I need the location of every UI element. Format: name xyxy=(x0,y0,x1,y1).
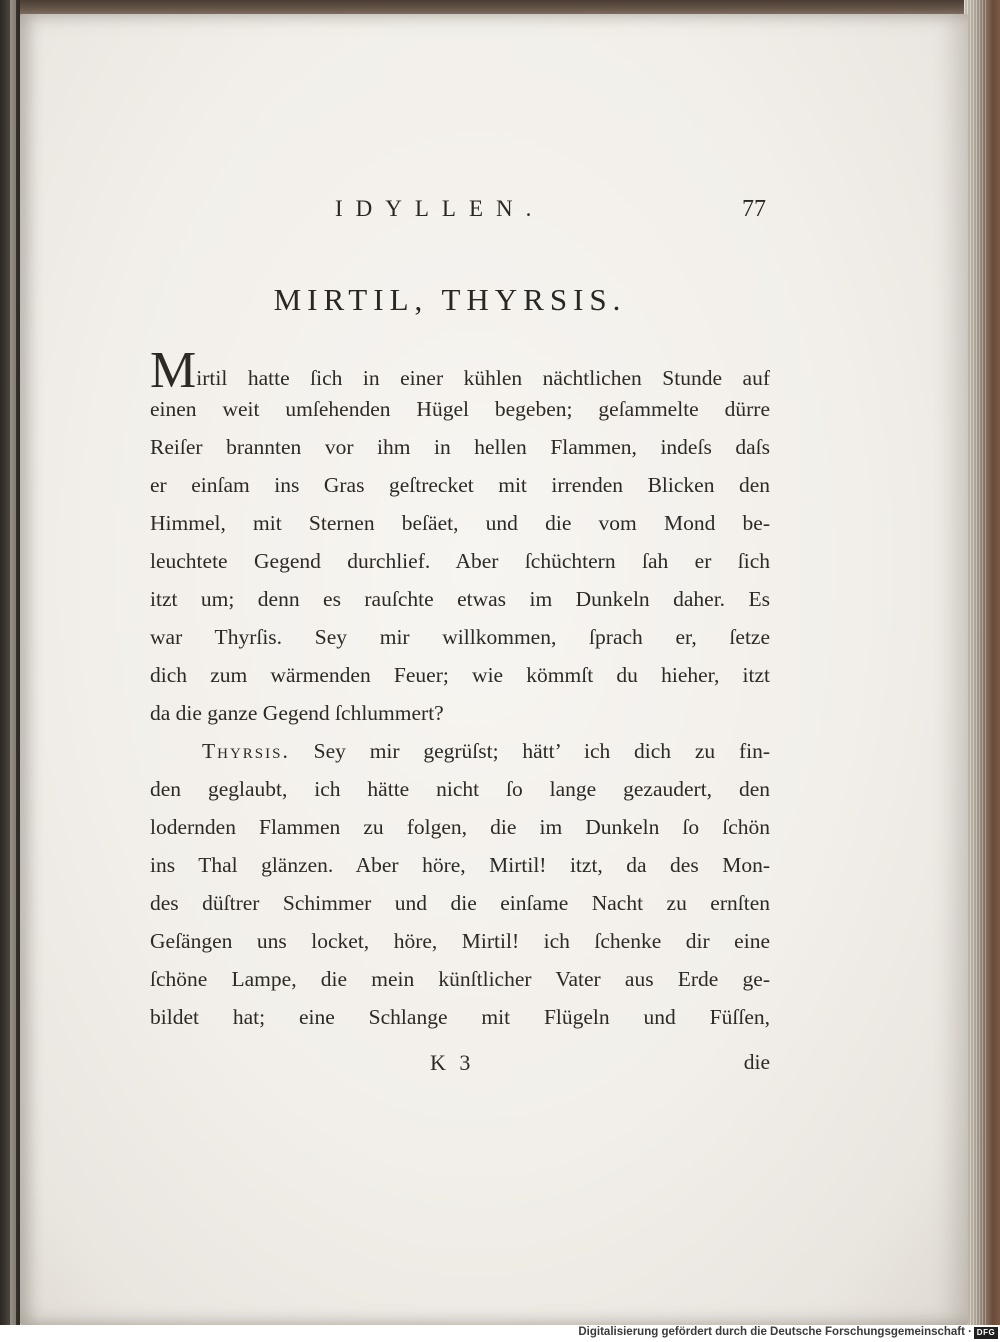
text-line: ins Thal glänzen. Aber höre, Mirtil! itzt, da des Mon- xyxy=(150,853,770,877)
left-page-edge xyxy=(10,0,16,1325)
speaker-line: Thyrsis. Sey mir gegrüſst; hätt’ ich dich zu fin- xyxy=(202,739,770,763)
running-head xyxy=(130,196,770,226)
text-line: da die ganze Gegend ſchlummert? xyxy=(150,701,444,725)
text-line: dich zum wärmenden Feuer; wie kömmſt du hieher, itzt xyxy=(150,663,770,687)
text-line: war Thyrſis. Sey mir willkommen, ſprach er, ſetze xyxy=(150,625,770,649)
text-line: des düſtrer Schimmer und die einſame Nacht zu ernſten xyxy=(150,891,770,915)
drop-cap: M xyxy=(150,342,197,399)
catchword: die xyxy=(743,1050,770,1074)
text-line: Himmel, mit Sternen beſäet, und die vom Mond be- xyxy=(150,511,770,535)
signature-mark: K 3 xyxy=(430,1050,475,1075)
credit-text: Digitalisierung gefördert durch die Deutsche Forschungsgemeinschaft · xyxy=(578,1326,972,1338)
text-line: Reiſer brannten vor ihm in hellen Flammen, indeſs daſs xyxy=(150,435,770,459)
text-line: Mirtil hatte ſich in einer kühlen nächtlichen Stunde auf xyxy=(150,342,770,399)
text-line: Geſängen uns locket, höre, Mirtil! ich ſchenke dir eine xyxy=(150,929,770,953)
body-text xyxy=(150,342,770,1036)
text-line: den geglaubt, ich hätte nicht ſo lange gezaudert, den xyxy=(150,777,770,801)
speaker-name: Thyrsis. xyxy=(202,739,290,763)
text-line: einen weit umſehenden Hügel begeben; geſammelte dürre xyxy=(150,397,770,421)
dfg-logo-icon: DFG xyxy=(974,1327,998,1339)
text-line: lodernden Flammen zu folgen, die im Dunkeln ſo ſchön xyxy=(150,815,770,839)
running-title: IDYLLEN. xyxy=(335,196,545,221)
page-footer xyxy=(150,1050,770,1080)
text-line: er einſam ins Gras geſtrecket mit irrenden Blicken den xyxy=(150,473,770,497)
text-line: ſchöne Lampe, die mein künſtlicher Vater aus Erde ge- xyxy=(150,967,770,991)
text-line: leuchtete Gegend durchlief. Aber ſchüchtern ſah er ſich xyxy=(150,549,770,573)
text-line: bildet hat; eine Schlange mit Flügeln und Füſſen, xyxy=(150,1005,770,1029)
section-heading: MIRTIL, THYRSIS. xyxy=(273,282,627,317)
text-line: itzt um; denn es rauſchte etwas im Dunkeln daher. Es xyxy=(150,587,770,611)
credit-bar xyxy=(0,1325,1000,1342)
page-number: 77 xyxy=(742,196,766,222)
